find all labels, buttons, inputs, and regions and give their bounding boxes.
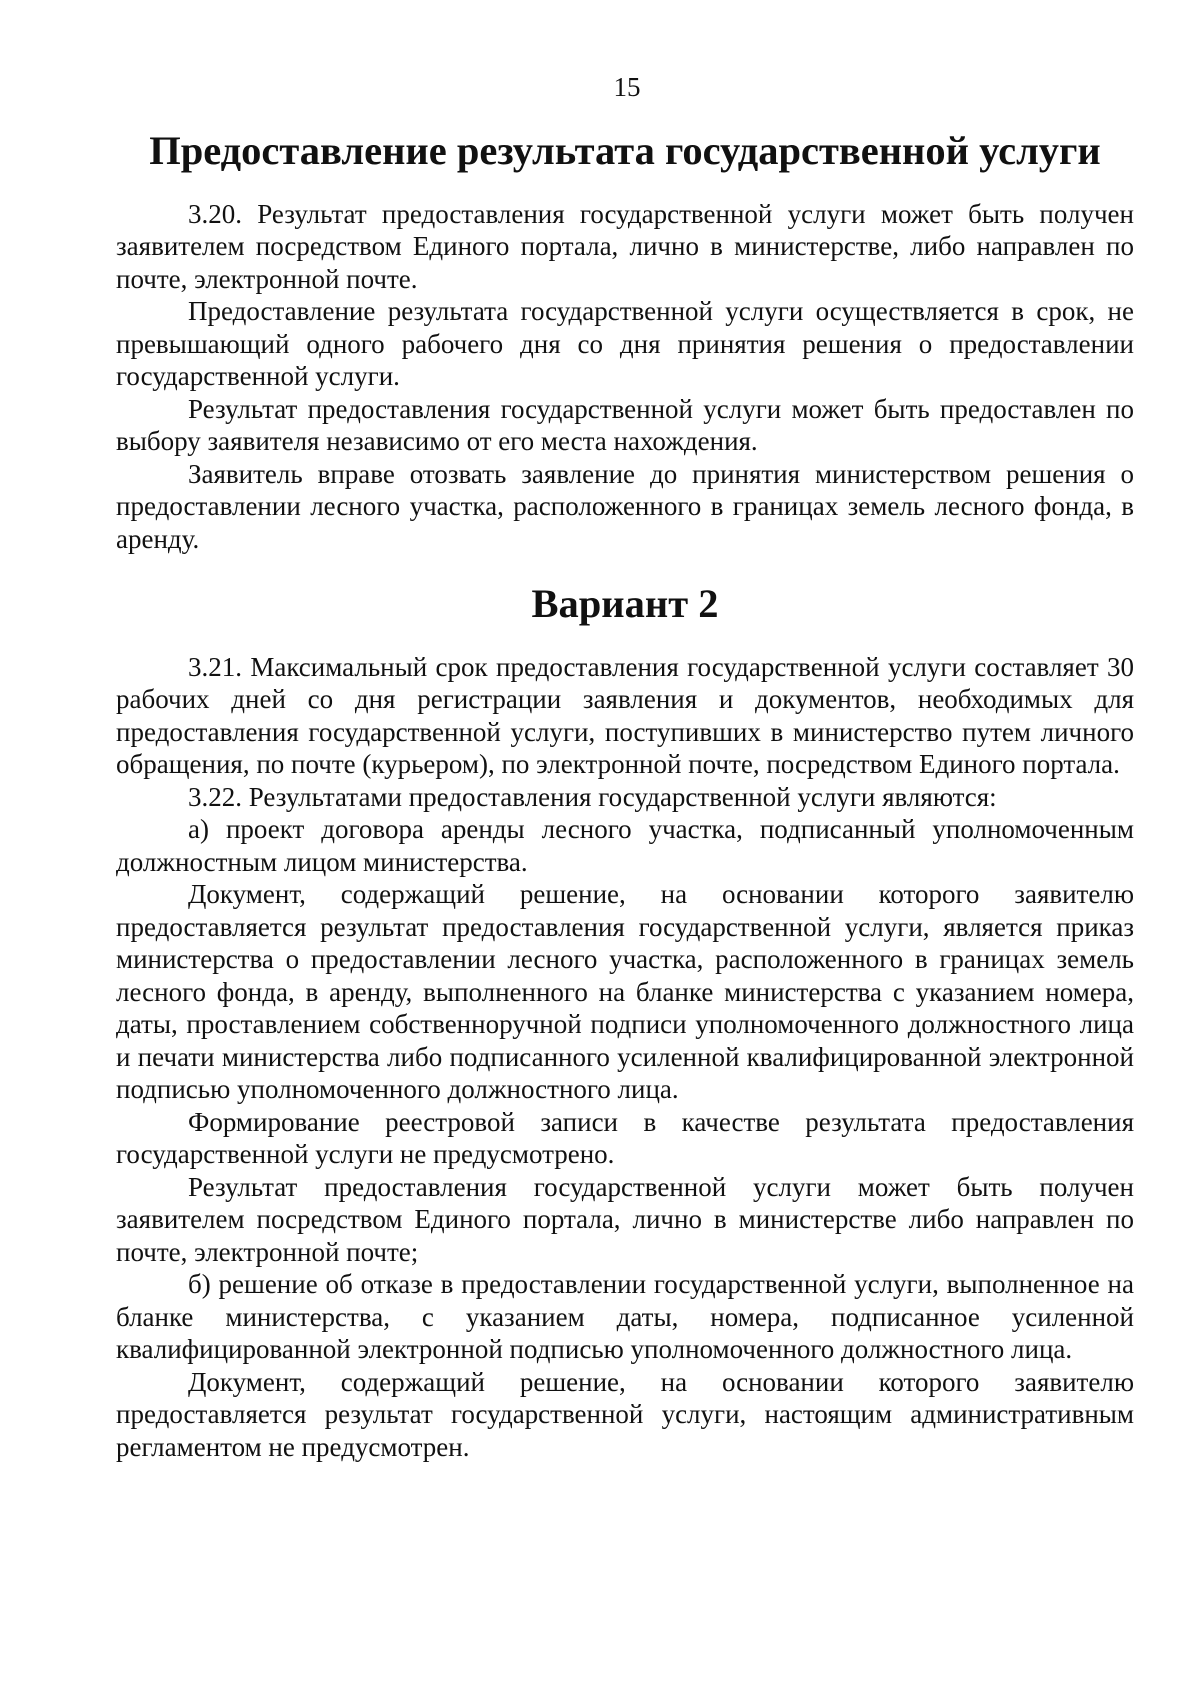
paragraph-result-choice: Результат предоставления государственной услуги может быть предоставлен по выбору заявителя независимо от его места нахождения. [116,393,1134,456]
paragraph-item-b: б) решение об отказе в предоставлении государственной услуги, выполненное на бланке министерства, с указанием даты, номера, подписанное усиленной квалифицированной электронной подписью уполномоченного должностного лица. [116,1269,1134,1364]
section-heading-variant-2: Вариант 2 [531,581,719,626]
paragraph-result-term: Предоставление результата государственной услуги осуществляется в срок, не превышающий одного рабочего дня со дня принятия решения о предоставлении государственной услуги. [116,296,1134,391]
paragraph-3-22: 3.22. Результатами предоставления государственной услуги являются: [188,781,997,812]
paragraph-decision-document: Документ, содержащий решение, на основании которого заявителю предоставляется результат предоставления государственной услуги, является приказ министерства о предоставлении лесного участка, расположенного в границах земель лесного фонда, в аренду, выполненного на бланке министерства с указанием номера, даты, проставлением собственноручной подписи уполномоченного должностного лица и печати министерства либо подписанного усиленной квалифицированной электронной подписью уполномоченного должностного лица. [116,879,1134,1104]
paragraph-not-provided: Документ, содержащий решение, на основании которого заявителю предоставляется результат государственной услуги, настоящим административным регламентом не предусмотрен. [116,1366,1134,1462]
paragraph-3-20: 3.20. Результат предоставления государственной услуги может быть получен заявителем посредством Единого портала, лично в министерстве, либо направлен по почте, электронной почте. [116,198,1134,294]
paragraph-3-21: 3.21. Максимальный срок предоставления государственной услуги составляет 30 рабочих дней со дня регистрации заявления и документов, необходимых для предоставления государственной услуги, поступивших в министерство путем личного обращения, по почте (курьером), по электронной почте, посредством Единого портала. [116,651,1134,779]
page-number: 15 [613,72,641,102]
document-body [116,128,1134,1463]
paragraph-result-delivery: Результат предоставления государственной услуги может быть получен заявителем посредством Единого портала, лично в министерстве либо направлен по почте, электронной почте; [116,1171,1134,1267]
paragraph-registry-record: Формирование реестровой записи в качестве результата предоставления государственной услуги не предусмотрено. [116,1106,1134,1169]
section-heading-result: Предоставление результата государственной услуги [149,128,1101,173]
paragraph-item-a: а) проект договора аренды лесного участка, подписанный уполномоченным должностным лицом министерства. [116,814,1134,877]
paragraph-withdraw: Заявитель вправе отозвать заявление до принятия министерством решения о предоставлении лесного участка, расположенного в границах земель лесного фонда, в аренду. [116,458,1134,554]
